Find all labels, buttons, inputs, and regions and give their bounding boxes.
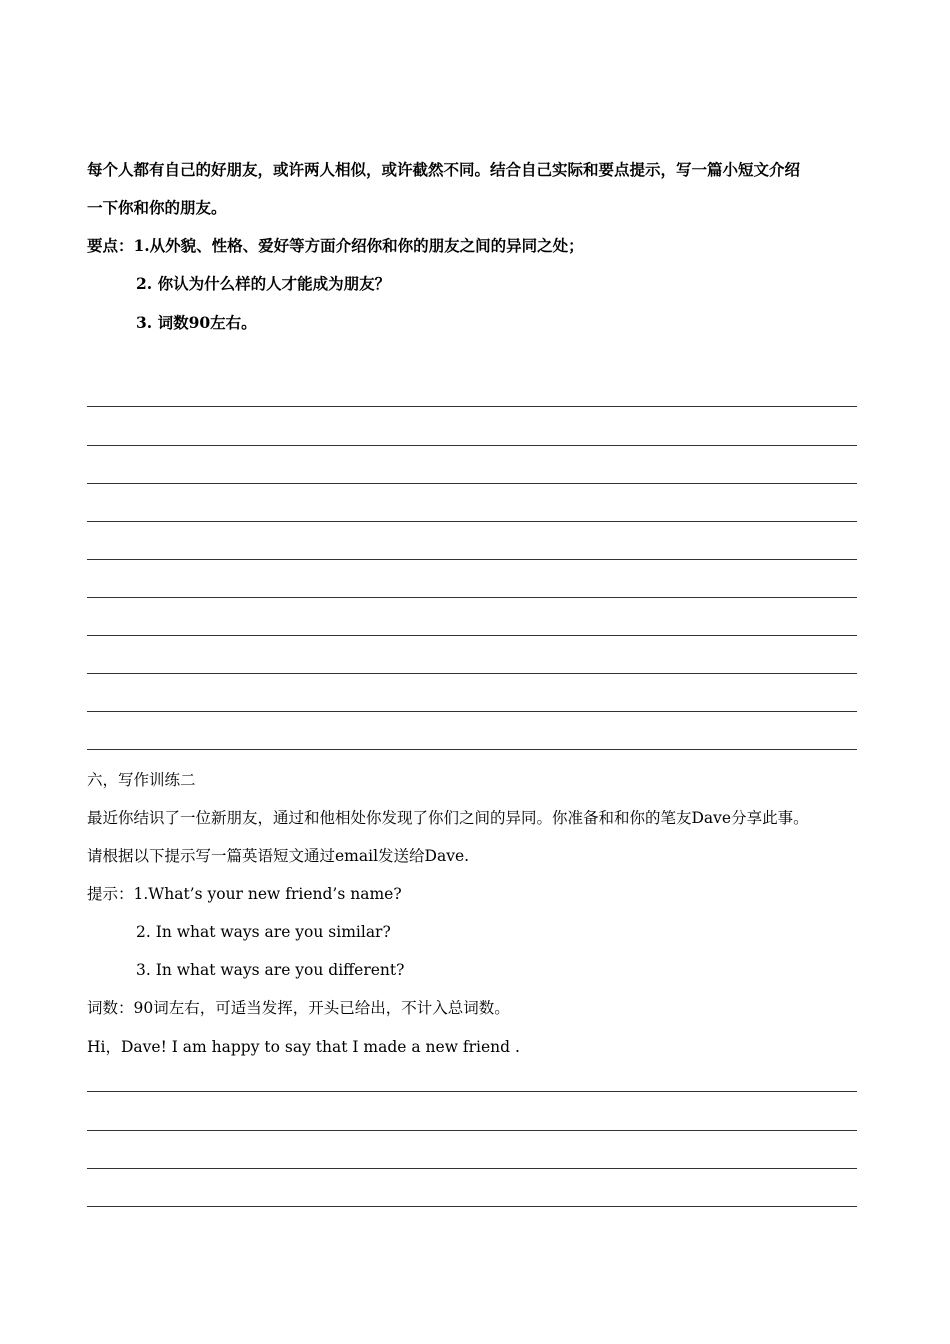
writing-line <box>87 483 857 484</box>
task2-heading: 六，写作训练二 <box>87 771 196 789</box>
task2-intro-line-1: 最近你结识了一位新朋友，通过和他相处你发现了你们之间的异同。你准备和和你的笔友Dave分享此事。 <box>87 809 809 827</box>
writing-line <box>87 1091 857 1092</box>
writing-line <box>87 749 857 750</box>
task2-intro-line-2: 请根据以下提示写一篇英语短文通过email发送给Dave. <box>87 847 470 865</box>
writing-line <box>87 445 857 446</box>
writing-line <box>87 711 857 712</box>
task2-hint-line-1: 提示：1.What’s your new friend’s name? <box>87 885 402 903</box>
task1-points-line-2: 2. 你认为什么样的人才能成为朋友？ <box>136 274 391 293</box>
writing-line <box>87 1130 857 1131</box>
task1-points-line-3: 3. 词数90左右。 <box>136 313 257 332</box>
writing-line <box>87 521 857 522</box>
task2-hint-line-2: 2. In what ways are you similar? <box>136 923 391 941</box>
writing-line <box>87 597 857 598</box>
task2-word-count: 词数：90词左右，可适当发挥，开头已给出，不计入总词数。 <box>87 999 510 1017</box>
task1-intro-line-1: 每个人都有自己的好朋友，或许两人相似，或许截然不同。结合自己实际和要点提示，写一篇小短文介绍 <box>87 160 801 179</box>
writing-line <box>87 673 857 674</box>
task2-opening: Hi，Dave! I am happy to say that I made a new friend . <box>87 1038 520 1056</box>
writing-line <box>87 635 857 636</box>
task1-intro-line-2: 一下你和你的朋友。 <box>87 198 227 217</box>
writing-line <box>87 406 857 407</box>
writing-line <box>87 559 857 560</box>
writing-line <box>87 1206 857 1207</box>
task2-hint-line-3: 3. In what ways are you different? <box>136 961 405 979</box>
writing-line <box>87 1168 857 1169</box>
task1-points-line-1: 要点：1.从外貌、性格、爱好等方面介绍你和你的朋友之间的异同之处； <box>87 236 584 255</box>
